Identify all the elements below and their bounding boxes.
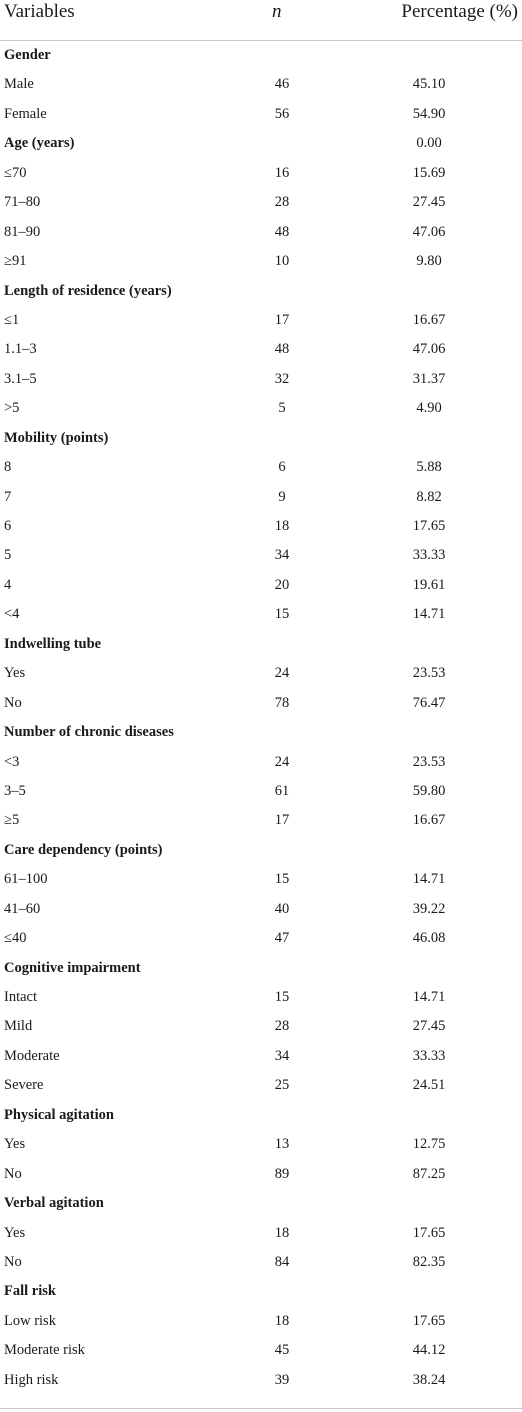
cell-variable: Yes xyxy=(4,1224,26,1241)
cell-variable: No xyxy=(4,1165,22,1182)
cell-n: 15 xyxy=(274,606,290,623)
table-row xyxy=(0,483,522,512)
cell-percentage: 0.00 xyxy=(416,135,442,152)
section-header-row xyxy=(0,1277,522,1306)
cell-n: 46 xyxy=(274,76,290,93)
section-header-row xyxy=(0,1101,522,1130)
cell-variable: Fall risk xyxy=(4,1283,56,1300)
cell-variable: Cognitive impairment xyxy=(4,959,141,976)
cell-n: 18 xyxy=(274,1312,290,1329)
cell-n: 20 xyxy=(274,576,290,593)
cell-variable: Indwelling tube xyxy=(4,635,102,652)
table-row xyxy=(0,865,522,894)
header-variables: Variables xyxy=(4,1,75,22)
cell-n: 61 xyxy=(274,782,290,799)
table-row xyxy=(0,70,522,99)
table-row xyxy=(0,571,522,600)
cell-n: 39 xyxy=(274,1371,290,1388)
table-header xyxy=(0,0,522,41)
table-row xyxy=(0,806,522,835)
cell-n: 48 xyxy=(274,223,290,240)
cell-variable: 4 xyxy=(4,576,12,593)
cell-variable: High risk xyxy=(4,1371,59,1388)
cell-variable: Gender xyxy=(4,47,51,63)
section-header-row xyxy=(0,1189,522,1218)
table-row xyxy=(0,306,522,335)
table-row xyxy=(0,600,522,629)
table-row xyxy=(0,1012,522,1041)
cell-variable: Intact xyxy=(4,989,38,1005)
table-row xyxy=(0,512,522,541)
cell-variable: 71–80 xyxy=(4,194,41,211)
table-row xyxy=(0,159,522,188)
table-row xyxy=(0,1248,522,1277)
table-row xyxy=(0,777,522,806)
cell-variable: Mobility (points) xyxy=(4,429,109,446)
cell-n: 34 xyxy=(274,547,290,564)
cell-n: 78 xyxy=(274,694,290,711)
table-row xyxy=(0,365,522,394)
section-header-row xyxy=(0,41,522,70)
cell-n: 84 xyxy=(274,1253,290,1270)
cell-percentage: 82.35 xyxy=(412,1253,446,1270)
cell-variable: ≤1 xyxy=(4,311,20,328)
cell-n: 17 xyxy=(274,812,290,829)
cell-n: 5 xyxy=(278,400,286,417)
cell-variable: Female xyxy=(4,105,47,122)
cell-percentage: 14.71 xyxy=(412,989,446,1005)
cell-percentage: 47.06 xyxy=(412,223,446,240)
cell-variable: Yes xyxy=(4,665,26,682)
cell-variable: >5 xyxy=(4,400,20,417)
cell-n: 18 xyxy=(274,518,290,534)
cell-n: 24 xyxy=(274,753,290,770)
cell-n: 24 xyxy=(274,665,290,682)
cell-variable: <4 xyxy=(4,606,20,623)
cell-variable: 3.1–5 xyxy=(4,370,37,387)
cell-percentage: 76.47 xyxy=(412,694,446,711)
cell-n: 9 xyxy=(278,488,286,505)
cell-percentage: 23.53 xyxy=(412,665,446,682)
table-row xyxy=(0,895,522,924)
cell-n: 34 xyxy=(274,1047,290,1064)
cell-variable: Yes xyxy=(4,1136,26,1153)
table-row xyxy=(0,983,522,1012)
cell-percentage: 14.71 xyxy=(412,871,446,888)
table-row xyxy=(0,1071,522,1100)
table-row xyxy=(0,924,522,953)
cell-percentage: 87.25 xyxy=(412,1165,446,1182)
table-row xyxy=(0,1160,522,1189)
cell-percentage: 5.88 xyxy=(416,459,442,476)
cell-percentage: 54.90 xyxy=(412,105,446,122)
cell-variable: Length of residence (years) xyxy=(4,282,172,299)
cell-n: 28 xyxy=(274,1018,290,1035)
cell-percentage: 16.67 xyxy=(412,812,446,829)
cell-n: 15 xyxy=(274,871,290,888)
cell-variable: No xyxy=(4,694,22,711)
section-header-row xyxy=(0,277,522,306)
header-percentage: Percentage (%) xyxy=(401,1,518,22)
cell-variable: ≥5 xyxy=(4,812,20,829)
header-n: n xyxy=(272,1,282,22)
cell-variable: 3–5 xyxy=(4,782,26,799)
cell-variable: Verbal agitation xyxy=(4,1195,104,1212)
table-row xyxy=(0,247,522,276)
table-row xyxy=(0,1042,522,1071)
cell-n: 32 xyxy=(274,370,290,387)
cell-percentage: 8.82 xyxy=(416,488,442,505)
cell-n: 17 xyxy=(274,311,290,328)
cell-variable: 8 xyxy=(4,459,12,476)
cell-variable: ≥91 xyxy=(4,253,27,270)
cell-percentage: 27.45 xyxy=(412,194,446,211)
cell-variable: Severe xyxy=(4,1077,44,1094)
cell-percentage: 45.10 xyxy=(412,76,446,93)
cell-variable: ≤40 xyxy=(4,930,27,947)
cell-variable: Moderate risk xyxy=(4,1342,85,1359)
cell-variable: Mild xyxy=(4,1018,33,1035)
cell-variable: 1.1–3 xyxy=(4,341,37,358)
cell-percentage: 17.65 xyxy=(412,518,446,534)
table-row xyxy=(0,541,522,570)
cell-variable: Number of chronic diseases xyxy=(4,724,174,741)
cell-percentage: 38.24 xyxy=(412,1371,446,1388)
table-row xyxy=(0,218,522,247)
cell-percentage: 46.08 xyxy=(412,930,446,947)
cell-n: 89 xyxy=(274,1165,290,1182)
table-row xyxy=(0,453,522,482)
cell-percentage: 19.61 xyxy=(412,576,446,593)
cell-variable: 81–90 xyxy=(4,223,41,240)
cell-n: 25 xyxy=(274,1077,290,1094)
table-row xyxy=(0,100,522,129)
cell-n: 28 xyxy=(274,194,290,211)
table-row xyxy=(0,748,522,777)
cell-variable: ≤70 xyxy=(4,164,27,181)
cell-n: 45 xyxy=(274,1342,290,1359)
cell-percentage: 27.45 xyxy=(412,1018,446,1035)
cell-n: 15 xyxy=(274,989,290,1005)
cell-n: 48 xyxy=(274,341,290,358)
cell-variable: 61–100 xyxy=(4,871,48,888)
cell-n: 56 xyxy=(274,105,290,122)
cell-variable: Physical agitation xyxy=(4,1106,114,1123)
table-bottom-rule xyxy=(0,1408,522,1409)
section-header-row xyxy=(0,836,522,865)
cell-percentage: 24.51 xyxy=(412,1077,446,1094)
cell-n: 10 xyxy=(274,253,290,270)
cell-percentage: 33.33 xyxy=(412,547,446,564)
table-row xyxy=(0,659,522,688)
cell-n: 13 xyxy=(274,1136,290,1153)
table-row xyxy=(0,1219,522,1248)
table-row xyxy=(0,335,522,364)
cell-percentage: 16.67 xyxy=(412,311,446,328)
cell-variable: 5 xyxy=(4,547,12,564)
cell-percentage: 17.65 xyxy=(412,1312,446,1329)
cell-percentage: 23.53 xyxy=(412,753,446,770)
table-row xyxy=(0,1130,522,1159)
cell-percentage: 14.71 xyxy=(412,606,446,623)
cell-percentage: 4.90 xyxy=(416,400,442,417)
section-header-row xyxy=(0,424,522,453)
cell-variable: Low risk xyxy=(4,1312,56,1329)
cell-percentage: 47.06 xyxy=(412,341,446,358)
cell-variable: 6 xyxy=(4,518,12,534)
cell-percentage: 15.69 xyxy=(412,164,446,181)
cell-n: 6 xyxy=(278,459,286,476)
cell-n: 16 xyxy=(274,164,290,181)
cell-variable: Age (years) xyxy=(4,135,75,152)
table-row xyxy=(0,1366,522,1395)
cell-percentage: 12.75 xyxy=(412,1136,446,1153)
section-header-row xyxy=(0,718,522,747)
table-body xyxy=(0,41,522,1395)
cell-variable: Care dependency (points) xyxy=(4,841,163,858)
table-row xyxy=(0,1336,522,1365)
section-header-row xyxy=(0,630,522,659)
cell-n: 18 xyxy=(274,1224,290,1241)
cell-variable: 41–60 xyxy=(4,900,41,917)
section-header-row xyxy=(0,954,522,983)
section-header-row xyxy=(0,129,522,158)
cell-variable: 7 xyxy=(4,488,12,505)
table-row xyxy=(0,188,522,217)
cell-percentage: 9.80 xyxy=(416,253,442,270)
cell-percentage: 17.65 xyxy=(412,1224,446,1241)
cell-percentage: 33.33 xyxy=(412,1047,446,1064)
cell-n: 40 xyxy=(274,900,290,917)
cell-n: 47 xyxy=(274,930,290,947)
table-row xyxy=(0,1307,522,1336)
cell-variable: Moderate xyxy=(4,1047,60,1064)
table-row xyxy=(0,689,522,718)
cell-variable: Male xyxy=(4,76,34,93)
table-row xyxy=(0,394,522,423)
cell-percentage: 59.80 xyxy=(412,782,446,799)
cell-percentage: 39.22 xyxy=(412,900,446,917)
cell-variable: No xyxy=(4,1253,22,1270)
cell-percentage: 31.37 xyxy=(412,370,446,387)
cell-variable: <3 xyxy=(4,753,20,770)
cell-percentage: 44.12 xyxy=(412,1342,446,1359)
